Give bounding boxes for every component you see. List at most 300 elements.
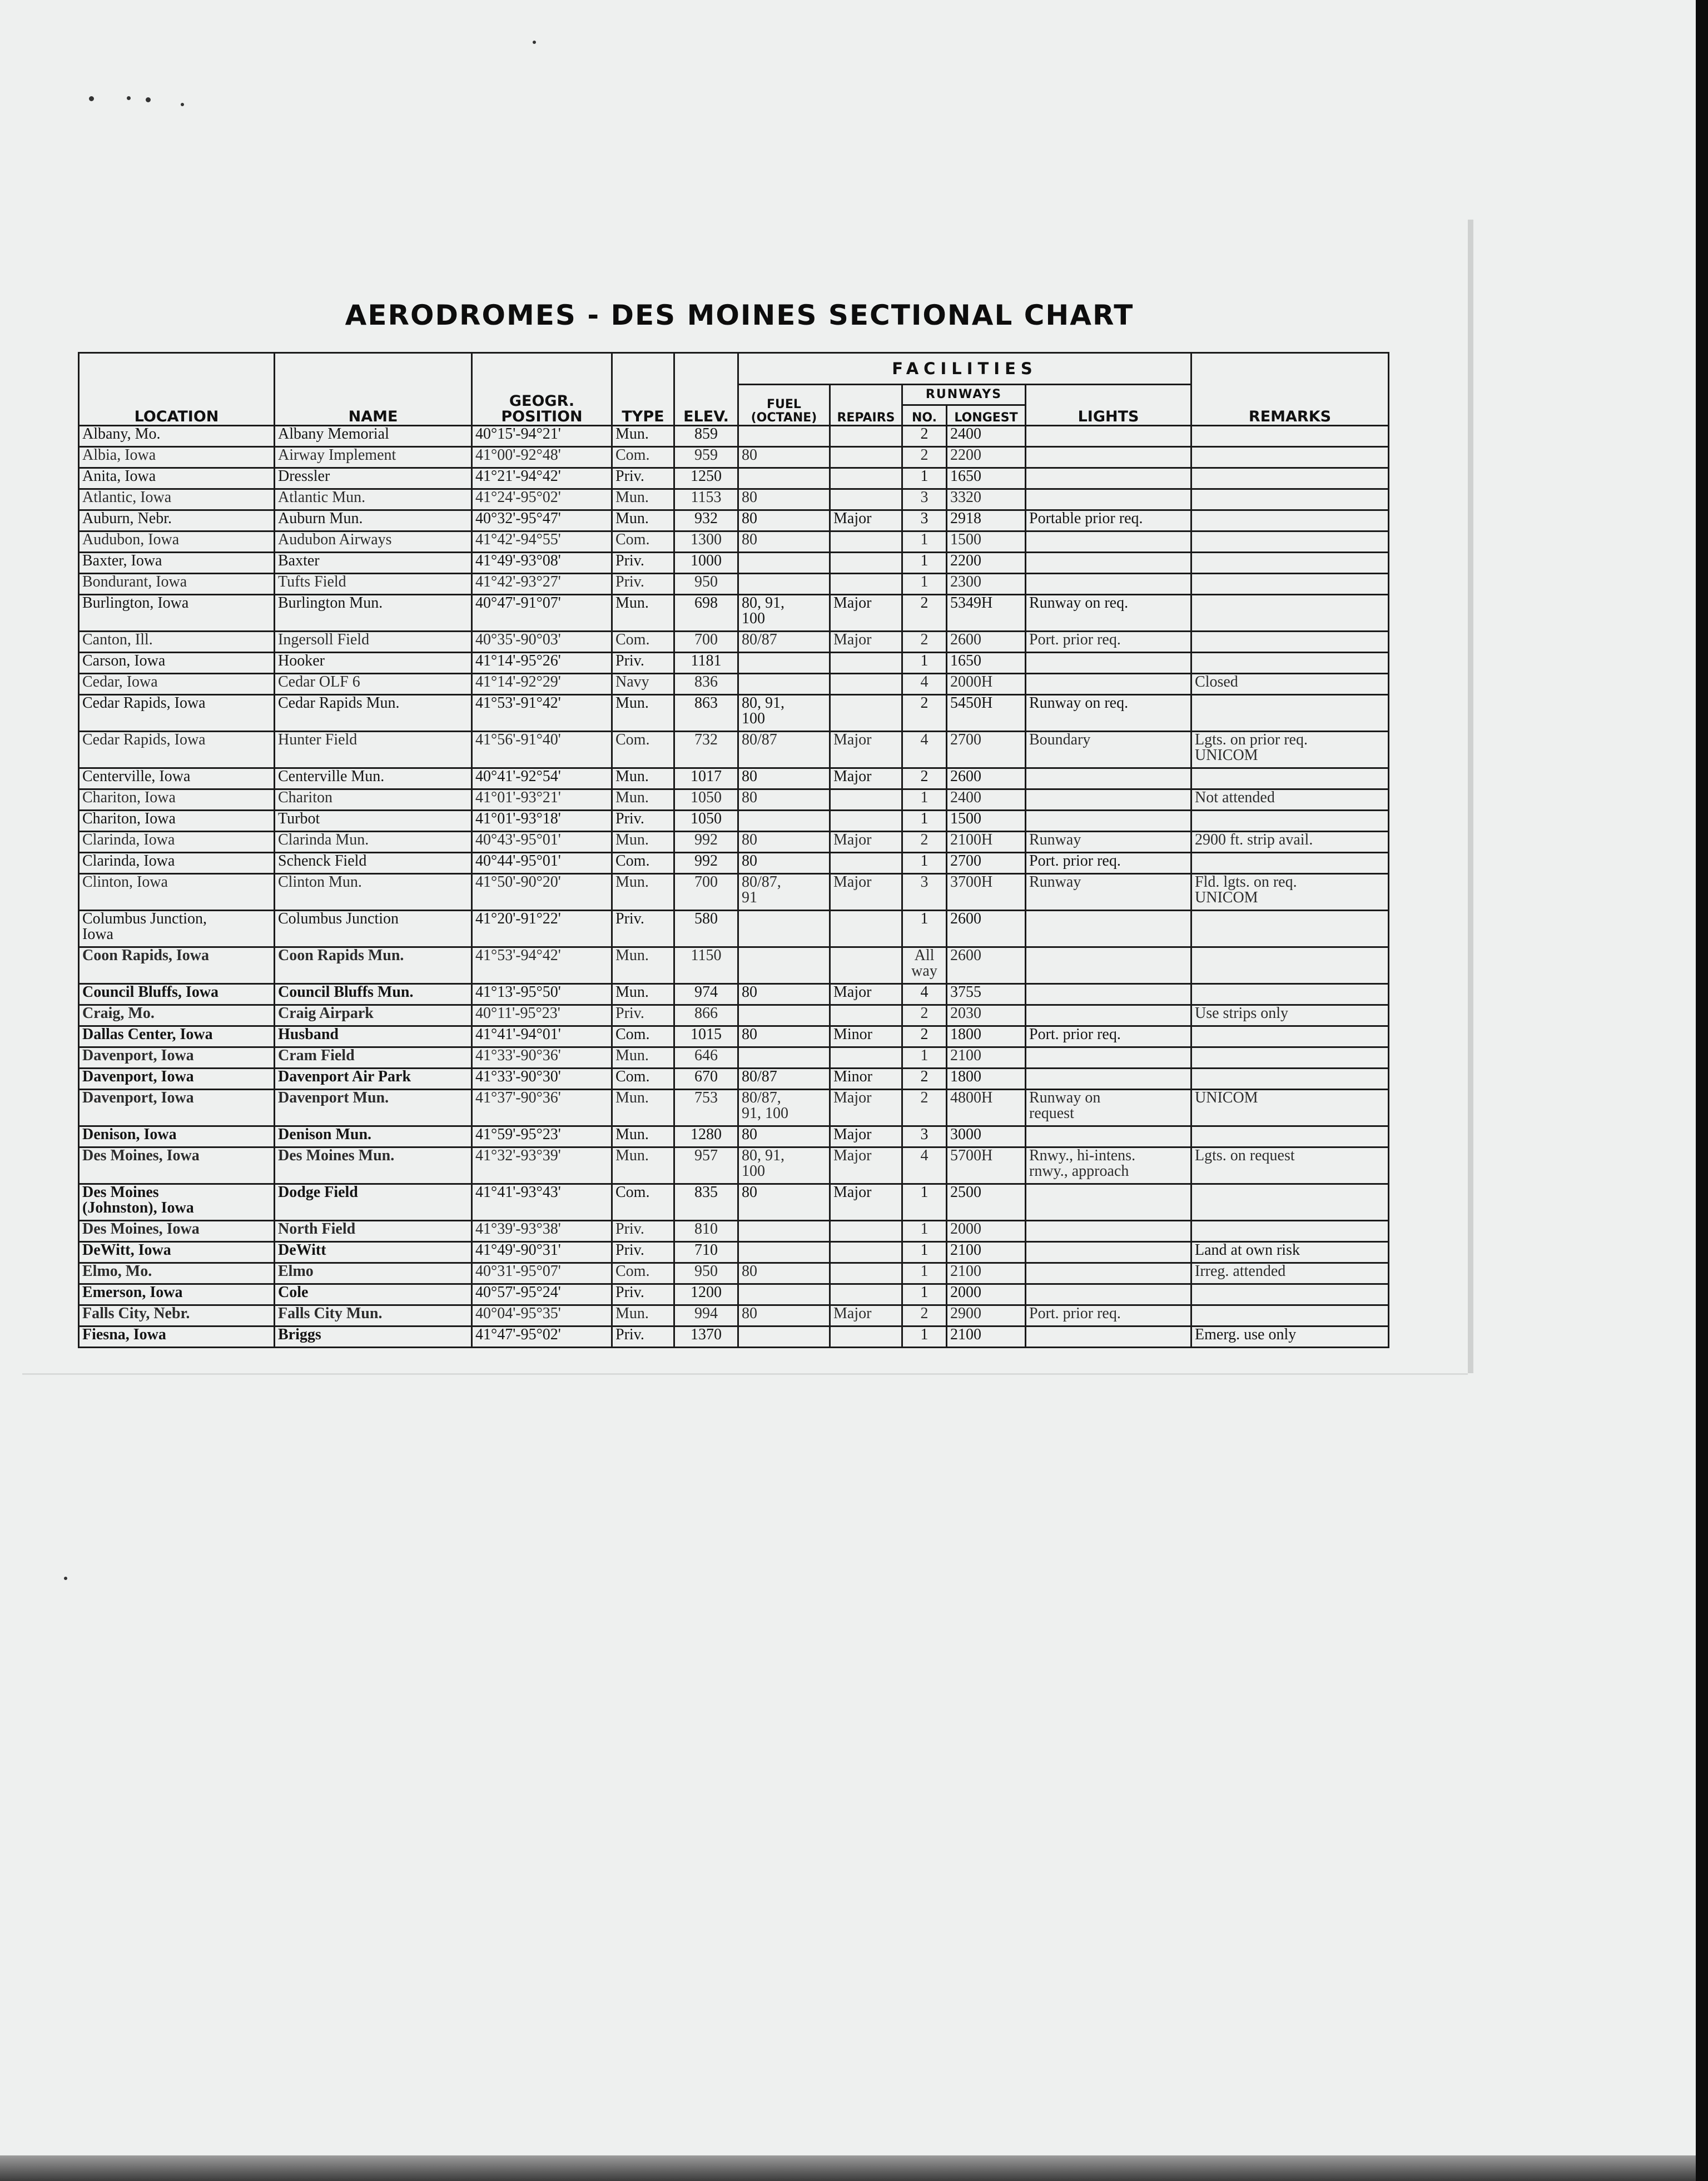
remarks-cell: Fld. lgts. on req. UNICOM: [1191, 874, 1389, 911]
elev-cell: 992: [674, 853, 738, 874]
name-cell: Clinton Mun.: [275, 874, 472, 911]
position-cell: 41°14'-92°29': [472, 674, 612, 695]
location-cell: Burlington, Iowa: [79, 595, 275, 632]
remarks-cell: [1191, 1221, 1389, 1242]
location-cell: Clarinda, Iowa: [79, 832, 275, 853]
table-row: [79, 853, 1389, 874]
remarks-cell: UNICOM: [1191, 1090, 1389, 1126]
position-cell: 41°13'-95°50': [472, 984, 612, 1005]
lights-cell: [1026, 489, 1191, 510]
position-cell: 41°01'-93°18': [472, 811, 612, 832]
position-cell: 41°20'-91°22': [472, 911, 612, 947]
table-row: [79, 1327, 1389, 1348]
type-cell: Mun.: [612, 426, 674, 447]
runway-longest-cell: 5349H: [947, 595, 1026, 632]
name-cell: Cedar OLF 6: [275, 674, 472, 695]
type-cell: Com.: [612, 447, 674, 468]
remarks-cell: [1191, 984, 1389, 1005]
elev-cell: 950: [674, 574, 738, 595]
name-cell: Cole: [275, 1284, 472, 1305]
position-cell: 40°47'-91°07': [472, 595, 612, 632]
fuel-cell: 80/87: [738, 732, 830, 768]
table-row: [79, 1184, 1389, 1221]
elev-cell: 1015: [674, 1026, 738, 1047]
position-cell: 41°42'-94°55': [472, 531, 612, 553]
name-cell: Burlington Mun.: [275, 595, 472, 632]
repairs-cell: Major: [830, 632, 902, 653]
runway-longest-cell: 2600: [947, 911, 1026, 947]
elev-cell: 1150: [674, 947, 738, 984]
repairs-cell: [830, 1327, 902, 1348]
type-cell: Priv.: [612, 1005, 674, 1026]
runway-longest-cell: 2300: [947, 574, 1026, 595]
position-cell: 41°53'-91°42': [472, 695, 612, 732]
table-row: [79, 426, 1389, 447]
fuel-cell: [738, 574, 830, 595]
remarks-cell: [1191, 653, 1389, 674]
table-row: [79, 674, 1389, 695]
fuel-cell: 80/87, 91, 100: [738, 1090, 830, 1126]
runway-no-cell: 3: [902, 510, 947, 531]
scan-speck: [146, 97, 151, 102]
remarks-cell: 2900 ft. strip avail.: [1191, 832, 1389, 853]
position-cell: 41°53'-94°42': [472, 947, 612, 984]
name-cell: Albany Memorial: [275, 426, 472, 447]
header-fuel: FUEL (OCTANE): [738, 385, 830, 426]
elev-cell: 863: [674, 695, 738, 732]
fuel-cell: [738, 553, 830, 574]
position-cell: 41°01'-93°21': [472, 789, 612, 811]
lights-cell: Boundary: [1026, 732, 1191, 768]
fuel-cell: 80: [738, 1126, 830, 1147]
location-cell: Chariton, Iowa: [79, 789, 275, 811]
lights-cell: [1026, 1327, 1191, 1348]
runway-longest-cell: 2100: [947, 1327, 1026, 1348]
scan-speck: [533, 41, 536, 44]
name-cell: North Field: [275, 1221, 472, 1242]
type-cell: Com.: [612, 632, 674, 653]
position-cell: 41°49'-90°31': [472, 1242, 612, 1263]
table-row: [79, 1047, 1389, 1069]
runway-longest-cell: 2100: [947, 1263, 1026, 1284]
elev-cell: 1017: [674, 768, 738, 789]
remarks-cell: [1191, 768, 1389, 789]
position-cell: 40°04'-95°35': [472, 1305, 612, 1327]
remarks-cell: Closed: [1191, 674, 1389, 695]
runway-longest-cell: 2400: [947, 426, 1026, 447]
repairs-cell: [830, 468, 902, 489]
location-cell: Des Moines (Johnston), Iowa: [79, 1184, 275, 1221]
lights-cell: Port. prior req.: [1026, 1305, 1191, 1327]
location-cell: Clarinda, Iowa: [79, 853, 275, 874]
table-row: [79, 595, 1389, 632]
position-cell: 41°41'-94°01': [472, 1026, 612, 1047]
type-cell: Mun.: [612, 1090, 674, 1126]
fuel-cell: 80: [738, 984, 830, 1005]
remarks-cell: [1191, 1305, 1389, 1327]
table-row: [79, 1221, 1389, 1242]
type-cell: Mun.: [612, 874, 674, 911]
runway-no-cell: 1: [902, 1327, 947, 1348]
fuel-cell: [738, 1284, 830, 1305]
runway-longest-cell: 3000: [947, 1126, 1026, 1147]
type-cell: Priv.: [612, 1221, 674, 1242]
remarks-cell: Lgts. on request: [1191, 1147, 1389, 1184]
table-row: [79, 947, 1389, 984]
table-row: [79, 695, 1389, 732]
remarks-cell: [1191, 1069, 1389, 1090]
fuel-cell: 80/87: [738, 1069, 830, 1090]
scan-speck: [89, 96, 94, 101]
position-cell: 40°35'-90°03': [472, 632, 612, 653]
lights-cell: [1026, 984, 1191, 1005]
location-cell: Dallas Center, Iowa: [79, 1026, 275, 1047]
runway-longest-cell: 4800H: [947, 1090, 1026, 1126]
scan-speck: [64, 1577, 67, 1580]
remarks-cell: Lgts. on prior req. UNICOM: [1191, 732, 1389, 768]
runway-no-cell: 1: [902, 1242, 947, 1263]
name-cell: Cram Field: [275, 1047, 472, 1069]
scan-speck: [127, 96, 131, 100]
name-cell: DeWitt: [275, 1242, 472, 1263]
table-row: [79, 874, 1389, 911]
header-name: NAME: [275, 353, 472, 426]
elev-cell: 1050: [674, 789, 738, 811]
location-cell: Council Bluffs, Iowa: [79, 984, 275, 1005]
location-cell: Baxter, Iowa: [79, 553, 275, 574]
name-cell: Audubon Airways: [275, 531, 472, 553]
repairs-cell: Major: [830, 1090, 902, 1126]
position-cell: 41°41'-93°43': [472, 1184, 612, 1221]
elev-cell: 866: [674, 1005, 738, 1026]
table-row: [79, 489, 1389, 510]
fuel-cell: 80/87: [738, 632, 830, 653]
location-cell: Des Moines, Iowa: [79, 1147, 275, 1184]
name-cell: Turbot: [275, 811, 472, 832]
name-cell: Clarinda Mun.: [275, 832, 472, 853]
table-row: [79, 510, 1389, 531]
fuel-cell: [738, 468, 830, 489]
position-cell: 40°32'-95°47': [472, 510, 612, 531]
header-repairs: REPAIRS: [830, 385, 902, 426]
lights-cell: Runway on req.: [1026, 695, 1191, 732]
remarks-cell: Not attended: [1191, 789, 1389, 811]
runway-no-cell: 1: [902, 1184, 947, 1221]
fuel-cell: [738, 653, 830, 674]
elev-cell: 646: [674, 1047, 738, 1069]
position-cell: 40°31'-95°07': [472, 1263, 612, 1284]
location-cell: Denison, Iowa: [79, 1126, 275, 1147]
lights-cell: [1026, 553, 1191, 574]
position-cell: 40°11'-95°23': [472, 1005, 612, 1026]
type-cell: Mun.: [612, 1047, 674, 1069]
runway-longest-cell: 1500: [947, 531, 1026, 553]
runway-no-cell: 1: [902, 574, 947, 595]
location-cell: Davenport, Iowa: [79, 1069, 275, 1090]
aerodrome-table: [78, 352, 1389, 1348]
lights-cell: [1026, 1184, 1191, 1221]
elev-cell: 1200: [674, 1284, 738, 1305]
repairs-cell: Minor: [830, 1026, 902, 1047]
lights-cell: [1026, 1005, 1191, 1026]
runway-longest-cell: 5700H: [947, 1147, 1026, 1184]
location-cell: Cedar Rapids, Iowa: [79, 695, 275, 732]
fuel-cell: 80/87, 91: [738, 874, 830, 911]
name-cell: Council Bluffs Mun.: [275, 984, 472, 1005]
table-row: [79, 447, 1389, 468]
location-cell: Auburn, Nebr.: [79, 510, 275, 531]
location-cell: Canton, Ill.: [79, 632, 275, 653]
location-cell: Audubon, Iowa: [79, 531, 275, 553]
remarks-cell: [1191, 447, 1389, 468]
lights-cell: Port. prior req.: [1026, 853, 1191, 874]
elev-cell: 974: [674, 984, 738, 1005]
repairs-cell: [830, 1005, 902, 1026]
repairs-cell: [830, 947, 902, 984]
type-cell: Priv.: [612, 911, 674, 947]
name-cell: Davenport Mun.: [275, 1090, 472, 1126]
fuel-cell: 80: [738, 1026, 830, 1047]
runway-no-cell: 4: [902, 1147, 947, 1184]
position-cell: 41°47'-95°02': [472, 1327, 612, 1348]
type-cell: Mun.: [612, 1305, 674, 1327]
location-cell: Clinton, Iowa: [79, 874, 275, 911]
lights-cell: [1026, 789, 1191, 811]
fuel-cell: 80: [738, 1263, 830, 1284]
runway-no-cell: 2: [902, 695, 947, 732]
fuel-cell: 80: [738, 489, 830, 510]
lights-cell: [1026, 1047, 1191, 1069]
elev-cell: 753: [674, 1090, 738, 1126]
type-cell: Priv.: [612, 653, 674, 674]
header-runway-longest: LONGEST: [947, 405, 1026, 426]
runway-no-cell: 2: [902, 832, 947, 853]
repairs-cell: [830, 1221, 902, 1242]
type-cell: Priv.: [612, 1327, 674, 1348]
lights-cell: Rnwy., hi-intens. rnwy., approach: [1026, 1147, 1191, 1184]
scan-speck: [181, 103, 184, 106]
runway-no-cell: 1: [902, 811, 947, 832]
fuel-cell: 80: [738, 832, 830, 853]
runway-no-cell: 1: [902, 653, 947, 674]
elev-cell: 835: [674, 1184, 738, 1221]
type-cell: Com.: [612, 531, 674, 553]
name-cell: Denison Mun.: [275, 1126, 472, 1147]
repairs-cell: Minor: [830, 1069, 902, 1090]
elev-cell: 698: [674, 595, 738, 632]
position-cell: 41°14'-95°26': [472, 653, 612, 674]
type-cell: Com.: [612, 1026, 674, 1047]
table-row: [79, 832, 1389, 853]
name-cell: Elmo: [275, 1263, 472, 1284]
runway-no-cell: 1: [902, 911, 947, 947]
repairs-cell: [830, 574, 902, 595]
lights-cell: [1026, 531, 1191, 553]
table-row: [79, 768, 1389, 789]
fuel-cell: 80: [738, 510, 830, 531]
lights-cell: Runway: [1026, 832, 1191, 853]
repairs-cell: [830, 426, 902, 447]
repairs-cell: [830, 911, 902, 947]
repairs-cell: Major: [830, 1147, 902, 1184]
remarks-cell: Use strips only: [1191, 1005, 1389, 1026]
type-cell: Priv.: [612, 1284, 674, 1305]
type-cell: Mun.: [612, 947, 674, 984]
runway-no-cell: 1: [902, 1047, 947, 1069]
repairs-cell: Major: [830, 1126, 902, 1147]
fuel-cell: 80: [738, 789, 830, 811]
repairs-cell: [830, 1284, 902, 1305]
remarks-cell: [1191, 1184, 1389, 1221]
name-cell: Des Moines Mun.: [275, 1147, 472, 1184]
position-cell: 41°21'-94°42': [472, 468, 612, 489]
lights-cell: [1026, 1263, 1191, 1284]
position-cell: 41°56'-91°40': [472, 732, 612, 768]
header-position: GEOGR. POSITION: [472, 353, 612, 426]
repairs-cell: [830, 695, 902, 732]
type-cell: Com.: [612, 732, 674, 768]
repairs-cell: [830, 489, 902, 510]
table-row: [79, 468, 1389, 489]
table-row: [79, 574, 1389, 595]
header-runways: RUNWAYS: [902, 385, 1026, 405]
table-row: [79, 984, 1389, 1005]
remarks-cell: Emerg. use only: [1191, 1327, 1389, 1348]
elev-cell: 580: [674, 911, 738, 947]
runway-no-cell: 4: [902, 674, 947, 695]
fuel-cell: [738, 947, 830, 984]
type-cell: Mun.: [612, 695, 674, 732]
repairs-cell: [830, 531, 902, 553]
name-cell: Airway Implement: [275, 447, 472, 468]
position-cell: 40°44'-95°01': [472, 853, 612, 874]
location-cell: Coon Rapids, Iowa: [79, 947, 275, 984]
elev-cell: 1250: [674, 468, 738, 489]
runway-longest-cell: 1800: [947, 1026, 1026, 1047]
location-cell: Falls City, Nebr.: [79, 1305, 275, 1327]
lights-cell: Runway on req.: [1026, 595, 1191, 632]
fuel-cell: 80: [738, 1184, 830, 1221]
header-remarks: REMARKS: [1191, 353, 1389, 426]
location-cell: Elmo, Mo.: [79, 1263, 275, 1284]
table-row: [79, 1026, 1389, 1047]
runway-longest-cell: 2200: [947, 447, 1026, 468]
runway-longest-cell: 2000H: [947, 674, 1026, 695]
repairs-cell: [830, 447, 902, 468]
fuel-cell: 80, 91, 100: [738, 695, 830, 732]
header-location: LOCATION: [79, 353, 275, 426]
position-cell: 41°37'-90°36': [472, 1090, 612, 1126]
repairs-cell: [830, 553, 902, 574]
name-cell: Dressler: [275, 468, 472, 489]
repairs-cell: [830, 811, 902, 832]
runway-no-cell: 2: [902, 1069, 947, 1090]
name-cell: Davenport Air Park: [275, 1069, 472, 1090]
elev-cell: 1280: [674, 1126, 738, 1147]
type-cell: Navy: [612, 674, 674, 695]
fuel-cell: [738, 1221, 830, 1242]
lights-cell: [1026, 1069, 1191, 1090]
position-cell: 40°57'-95°24': [472, 1284, 612, 1305]
elev-cell: 1181: [674, 653, 738, 674]
runway-longest-cell: 2000: [947, 1221, 1026, 1242]
lights-cell: Port. prior req.: [1026, 1026, 1191, 1047]
location-cell: Davenport, Iowa: [79, 1047, 275, 1069]
lights-cell: [1026, 811, 1191, 832]
position-cell: 40°41'-92°54': [472, 768, 612, 789]
runway-longest-cell: 1800: [947, 1069, 1026, 1090]
name-cell: Dodge Field: [275, 1184, 472, 1221]
table-row: [79, 811, 1389, 832]
location-cell: Cedar, Iowa: [79, 674, 275, 695]
fuel-cell: [738, 426, 830, 447]
lights-cell: [1026, 1242, 1191, 1263]
name-cell: Hooker: [275, 653, 472, 674]
elev-cell: 959: [674, 447, 738, 468]
runway-no-cell: 2: [902, 1005, 947, 1026]
runway-no-cell: 2: [902, 1026, 947, 1047]
table-row: [79, 531, 1389, 553]
runway-no-cell: 1: [902, 789, 947, 811]
remarks-cell: Land at own risk: [1191, 1242, 1389, 1263]
position-cell: 40°43'-95°01': [472, 832, 612, 853]
location-cell: Carson, Iowa: [79, 653, 275, 674]
fuel-cell: [738, 911, 830, 947]
position-cell: 40°15'-94°21': [472, 426, 612, 447]
runway-no-cell: 1: [902, 1263, 947, 1284]
location-cell: Des Moines, Iowa: [79, 1221, 275, 1242]
header-lights: LIGHTS: [1026, 385, 1191, 426]
location-cell: Albia, Iowa: [79, 447, 275, 468]
type-cell: Mun.: [612, 789, 674, 811]
elev-cell: 994: [674, 1305, 738, 1327]
position-cell: 41°33'-90°30': [472, 1069, 612, 1090]
repairs-cell: [830, 653, 902, 674]
elev-cell: 1153: [674, 489, 738, 510]
remarks-cell: [1191, 489, 1389, 510]
lights-cell: Port. prior req.: [1026, 632, 1191, 653]
runway-no-cell: 4: [902, 984, 947, 1005]
runway-no-cell: 2: [902, 632, 947, 653]
type-cell: Priv.: [612, 1242, 674, 1263]
sheet-shadow: [1468, 220, 1473, 1373]
table-row: [79, 1284, 1389, 1305]
fuel-cell: 80: [738, 1305, 830, 1327]
elev-cell: 836: [674, 674, 738, 695]
name-cell: Schenck Field: [275, 853, 472, 874]
runway-longest-cell: 2400: [947, 789, 1026, 811]
remarks-cell: [1191, 853, 1389, 874]
position-cell: 41°32'-93°39': [472, 1147, 612, 1184]
location-cell: Davenport, Iowa: [79, 1090, 275, 1126]
type-cell: Priv.: [612, 468, 674, 489]
runway-longest-cell: 2900: [947, 1305, 1026, 1327]
name-cell: Auburn Mun.: [275, 510, 472, 531]
fuel-cell: 80, 91, 100: [738, 595, 830, 632]
runway-no-cell: 2: [902, 595, 947, 632]
elev-cell: 932: [674, 510, 738, 531]
type-cell: Com.: [612, 853, 674, 874]
name-cell: Craig Airpark: [275, 1005, 472, 1026]
runway-no-cell: 2: [902, 768, 947, 789]
type-cell: Com.: [612, 1069, 674, 1090]
location-cell: Centerville, Iowa: [79, 768, 275, 789]
type-cell: Mun.: [612, 510, 674, 531]
lights-cell: [1026, 1221, 1191, 1242]
runway-no-cell: 2: [902, 447, 947, 468]
runway-no-cell: 4: [902, 732, 947, 768]
lights-cell: Portable prior req.: [1026, 510, 1191, 531]
